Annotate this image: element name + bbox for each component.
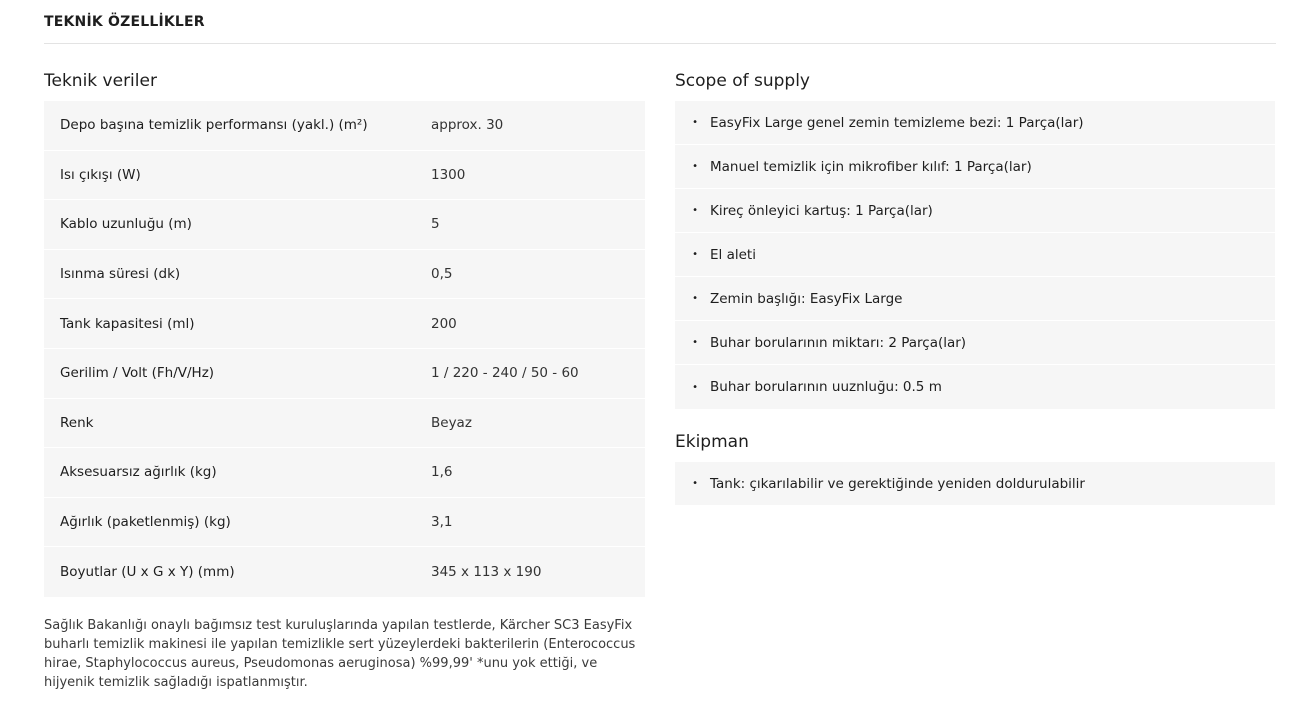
bullet-icon: •: [692, 293, 698, 304]
bullet-icon: •: [692, 381, 698, 393]
bullet-icon: •: [692, 161, 698, 172]
spec-label: Renk: [60, 414, 94, 431]
spec-value: approx. 30: [431, 117, 504, 134]
bullet-icon: •: [692, 249, 698, 260]
scope-title: Scope of supply: [675, 71, 810, 91]
bullet-icon: •: [692, 205, 698, 216]
spec-value: 345 x 113 x 190: [431, 564, 542, 581]
technical-data-column: [44, 70, 645, 692]
section-title: TEKNİK ÖZELLİKLER: [44, 14, 205, 30]
list-item: [675, 277, 1275, 321]
list-item: [675, 321, 1275, 365]
spec-label: Depo başına temizlik performansı (yakl.) (m²): [60, 117, 368, 134]
scope-list: [675, 101, 1275, 409]
spec-label: Gerilim / Volt (Fh/V/Hz): [60, 365, 215, 382]
equipment-list: [675, 462, 1275, 505]
list-item: [675, 189, 1275, 233]
list-item-text: Buhar borularının miktarı: 2 Parça(lar): [710, 334, 967, 351]
spec-value: 0,5: [431, 266, 453, 283]
list-item-text: Manuel temizlik için mikrofiber kılıf: 1 Parça(lar): [710, 158, 1032, 175]
spec-value: 1 / 220 - 240 / 50 - 60: [431, 365, 579, 382]
spec-row: [44, 547, 645, 597]
list-item: [675, 145, 1275, 189]
spec-label: Kablo uzunluğu (m): [60, 216, 192, 233]
list-item-text: Buhar borularının uuznluğu: 0.5 m: [710, 379, 942, 395]
list-item-text: Zemin başlığı: EasyFix Large: [710, 290, 903, 307]
spec-value: 5: [431, 216, 440, 233]
list-item-text: Kireç önleyici kartuş: 1 Parça(lar): [710, 202, 933, 219]
spec-value: Beyaz: [431, 414, 472, 431]
bullet-icon: •: [692, 478, 698, 489]
spec-row: [44, 200, 645, 250]
spec-value: 1,6: [431, 464, 453, 481]
spec-row: [44, 299, 645, 349]
spec-label: Ağırlık (paketlenmiş) (kg): [60, 514, 231, 531]
list-item-text: Tank: çıkarılabilir ve gerektiğinde yeniden doldurulabilir: [710, 475, 1085, 492]
section-header: [44, 0, 1276, 44]
spec-label: Aksesuarsız ağırlık (kg): [60, 464, 217, 481]
list-item: [675, 462, 1275, 505]
hygiene-note: Sağlık Bakanlığı onaylı bağımsız test kuruluşlarında yapılan testlerde, Kärcher SC3 EasyFix buharlı temizlik makinesi ile yapılan temizlikle sert yüzeylerdeki bakterilerin (Enterococcus hirae, Staphylococcus aureus, Pseudomonas aeruginosa) %99,99' *unu yok ettiği, ve hijyenik temizlik sağladığı ispatlanmıştır.: [44, 617, 636, 690]
spec-table: [44, 101, 645, 597]
spec-row: [44, 349, 645, 399]
spec-row: [44, 250, 645, 300]
technical-data-title: Teknik veriler: [44, 71, 157, 91]
spec-row: [44, 101, 645, 151]
scope-column: [675, 70, 1275, 505]
bullet-icon: •: [692, 117, 698, 128]
spec-row: [44, 448, 645, 498]
list-item-text: El aleti: [710, 246, 756, 263]
list-item-text: EasyFix Large genel zemin temizleme bezi: 1 Parça(lar): [710, 114, 1084, 131]
equipment-title: Ekipman: [675, 432, 749, 452]
spec-value: 200: [431, 315, 457, 332]
list-item: [675, 365, 1275, 409]
spec-row: [44, 151, 645, 201]
list-item: [675, 233, 1275, 277]
spec-label: Isınma süresi (dk): [60, 266, 181, 283]
spec-label: Isı çıkışı (W): [60, 166, 141, 183]
spec-row: [44, 399, 645, 449]
spec-value: 3,1: [431, 514, 453, 531]
list-item: [675, 101, 1275, 145]
bullet-icon: •: [692, 337, 698, 348]
spec-label: Boyutlar (U x G x Y) (mm): [60, 564, 235, 581]
spec-row: [44, 498, 645, 548]
spec-label: Tank kapasitesi (ml): [60, 315, 195, 332]
spec-value: 1300: [431, 166, 466, 183]
